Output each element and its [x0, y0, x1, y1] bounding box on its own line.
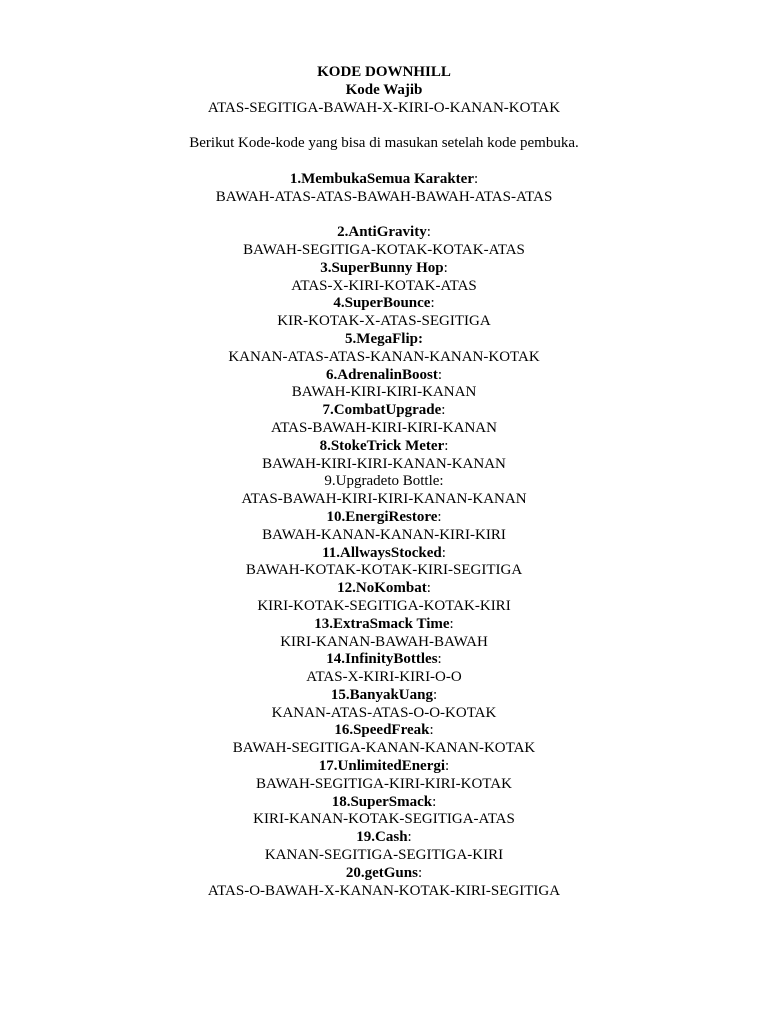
code-entry-label — [0, 758, 768, 776]
code-entry-colon: : — [473, 170, 479, 187]
code-entry-colon: : — [449, 615, 454, 632]
code-entry-label — [0, 331, 768, 349]
code-entry-colon: : — [426, 224, 431, 241]
code-entry-name: 2.AntiGravity — [337, 224, 427, 241]
code-entry-label — [0, 509, 768, 527]
code-entry-label — [0, 295, 768, 313]
code-entry-colon: : — [444, 437, 449, 454]
code-entry-sequence: BAWAH-SEGITIGA-KIRI-KIRI-KOTAK — [256, 775, 512, 792]
spacer — [0, 117, 768, 135]
document-subtitle: Kode Wajib — [345, 81, 423, 98]
code-entry-name: 8.StokeTrick Meter — [319, 437, 445, 454]
code-entry-name: 12.NoKombat — [337, 580, 427, 597]
code-entry-colon: : — [432, 686, 438, 703]
code-entry-sequence: KANAN-SEGITIGA-SEGITIGA-KIRI — [264, 847, 504, 864]
intro-text: Berikut Kode-kode yang bisa di masukan setelah kode pembuka. — [189, 135, 579, 152]
code-entry-label — [0, 473, 768, 491]
code-entry-name: 19.Cash — [356, 829, 408, 846]
code-entry-label — [0, 865, 768, 883]
spacer — [0, 206, 768, 224]
code-entry-label — [0, 829, 768, 847]
code-entry-label — [0, 616, 768, 634]
code-entry-colon: : — [426, 580, 431, 597]
code-entry-colon: : — [437, 508, 442, 525]
code-entry-colon: : — [445, 758, 450, 775]
code-entry-sequence: KIRI-KANAN-BAWAH-BAWAH — [280, 633, 488, 650]
code-entry-sequence: KANAN-ATAS-ATAS-O-O-KOTAK — [271, 704, 497, 721]
code-entry-colon: : — [429, 722, 434, 739]
code-entry-name: 6.AdrenalinBoost — [326, 366, 438, 383]
code-entry-name: 20.getGuns — [345, 864, 418, 881]
code-entry-sequence: BAWAH-KIRI-KIRI-KANAN-KANAN — [262, 455, 506, 472]
code-entry-sequence: ATAS-BAWAH-KIRI-KIRI-KANAN — [271, 419, 497, 436]
code-entry-label — [0, 722, 768, 740]
code-entry-name: 5.MegaFlip: — [345, 330, 423, 347]
code-entry-name: 3.SuperBunny Hop — [320, 259, 444, 276]
code-entry-label — [0, 224, 768, 242]
code-entry-name: 16.SpeedFreak — [334, 722, 430, 739]
code-entry-name: 17.UnlimitedEnergi — [318, 758, 446, 775]
code-entry-colon: : — [430, 295, 435, 312]
code-entry-name: 11.AllwaysStocked — [322, 544, 442, 561]
code-list — [0, 171, 768, 901]
code-entry-label — [0, 367, 768, 385]
code-entry-sequence: KIRI-KOTAK-SEGITIGA-KOTAK-KIRI — [257, 597, 511, 614]
code-entry-sequence: BAWAH-KOTAK-KOTAK-KIRI-SEGITIGA — [245, 562, 523, 579]
code-entry-sequence: BAWAH-ATAS-ATAS-BAWAH-BAWAH-ATAS-ATAS — [215, 188, 553, 205]
code-entry-sequence: BAWAH-KIRI-KIRI-KANAN — [291, 384, 477, 401]
code-entry-name: 4.SuperBounce — [333, 295, 431, 312]
code-entry-colon: : — [443, 259, 448, 276]
code-entry-colon: : — [441, 544, 446, 561]
code-entry-label — [0, 260, 768, 278]
code-entry-sequence: KIR-KOTAK-X-ATAS-SEGITIGA — [277, 313, 491, 330]
code-entry-sequence: KIRI-KANAN-KOTAK-SEGITIGA-ATAS — [253, 811, 515, 828]
code-entry-label — [0, 545, 768, 563]
code-entry-sequence: BAWAH-KANAN-KANAN-KIRI-KIRI — [262, 526, 506, 543]
spacer — [0, 153, 768, 171]
code-entry-name: 14.InfinityBottles — [326, 651, 438, 668]
code-entry-colon: : — [432, 793, 437, 810]
code-entry-sequence: BAWAH-SEGITIGA-KANAN-KANAN-KOTAK — [232, 740, 536, 757]
code-entry-name: 7.CombatUpgrade — [322, 402, 442, 419]
code-entry-sequence: KANAN-ATAS-ATAS-KANAN-KANAN-KOTAK — [228, 348, 540, 365]
mandatory-code: ATAS-SEGITIGA-BAWAH-X-KIRI-O-KANAN-KOTAK — [207, 99, 561, 116]
code-entry-name: 13.ExtraSmack Time — [314, 615, 450, 632]
code-entry-sequence: ATAS-BAWAH-KIRI-KIRI-KANAN-KANAN — [241, 491, 527, 508]
code-entry-sequence: ATAS-X-KIRI-KIRI-O-O — [306, 669, 462, 686]
code-entry-sequence: ATAS-O-BAWAH-X-KANAN-KOTAK-KIRI-SEGITIGA — [207, 882, 561, 899]
code-entry-name: 9.Upgradeto Bottle: — [324, 473, 444, 490]
code-entry-label — [0, 687, 768, 705]
code-entry-colon: : — [441, 402, 446, 419]
code-entry-label — [0, 402, 768, 420]
code-entry-sequence: ATAS-X-KIRI-KOTAK-ATAS — [291, 277, 477, 294]
code-entry-label — [0, 438, 768, 456]
code-entry-colon: : — [437, 651, 442, 668]
document-body — [0, 64, 768, 900]
code-entry-label — [0, 171, 768, 189]
code-entry-label — [0, 651, 768, 669]
code-entry-name: 18.SuperSmack — [331, 793, 433, 810]
code-entry-sequence: BAWAH-SEGITIGA-KOTAK-KOTAK-ATAS — [243, 241, 525, 258]
code-entry-name: 10.EnergiRestore — [326, 508, 438, 525]
code-entry-colon: : — [437, 366, 442, 383]
code-entry-name: 1.MembukaSemua Karakter — [289, 170, 474, 187]
code-entry-colon: : — [407, 829, 412, 846]
document-title: KODE DOWNHILL — [317, 64, 451, 80]
code-entry-name: 15.BanyakUang — [330, 686, 433, 703]
code-entry-colon: : — [417, 864, 423, 881]
code-entry-label — [0, 794, 768, 812]
code-entry-label — [0, 580, 768, 598]
